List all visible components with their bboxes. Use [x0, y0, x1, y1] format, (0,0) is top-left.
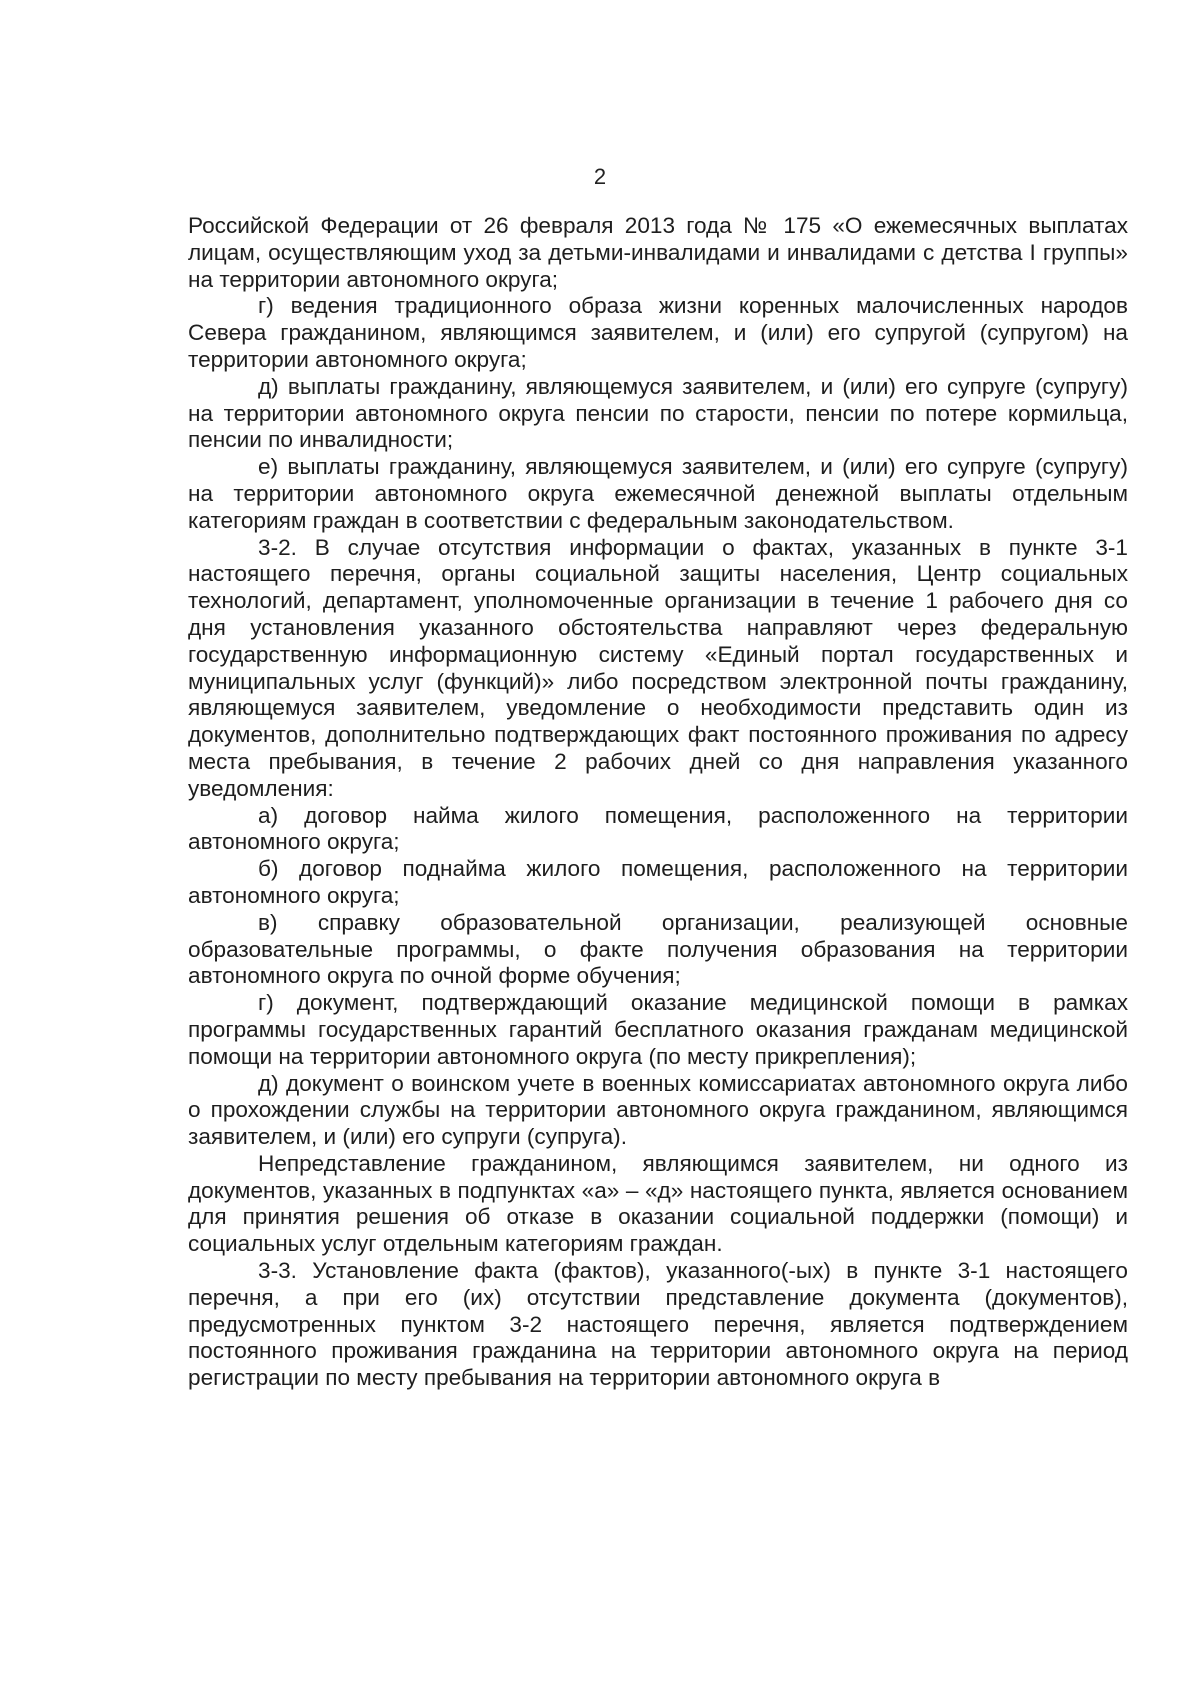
- paragraph-non-submission: Непредставление гражданином, являющимся заявителем, ни одного из документов, указанных в подпунктах «а» – «д» настоящего пункта, является основанием для принятия решения об отказе в оказании социальной поддержки (помощи) и социальных услуг отдельным категориям граждан.: [188, 1150, 1128, 1257]
- paragraph-clause-3-2: 3-2. В случае отсутствия информации о фактах, указанных в пункте 3-1 настоящего перечня, органы социальной защиты населения, Центр социальных технологий, департамент, уполномоченные организации в течение 1 рабочего дня со дня установления указанного обстоятельства направляют через федеральную государственную информационную систему «Единый портал государственных и муниципальных услуг (функций)» либо посредством электронной почты гражданину, являющемуся заявителем, уведомление о необходимости представить один из документов, дополнительно подтверждающих факт постоянного проживания по адресу места пребывания, в течение 2 рабочих дней со дня направления указанного уведомления:: [188, 534, 1128, 801]
- paragraph-subitem-d: д) документ о воинском учете в военных комиссариатах автономного округа либо о прохождении службы на территории автономного округа гражданином, являющимся заявителем, и (или) его супруги (супруга).: [188, 1070, 1128, 1150]
- paragraph-clause-3-3: 3-3. Установление факта (фактов), указанного(-ых) в пункте 3-1 настоящего перечня, а при его (их) отсутствии представление документа (документов), предусмотренных пунктом 3-2 настоящего перечня, является подтверждением постоянного проживания гражданина на территории автономного округа на период регистрации по месту пребывания на территории автономного округа в: [188, 1258, 1128, 1391]
- paragraph-item-e: е) выплаты гражданину, являющемуся заявителем, и (или) его супруге (супругу) на территории автономного округа ежемесячной денежной выплаты отдельным категориям граждан в соответствии с федеральным законодательством.: [188, 454, 1128, 533]
- paragraph-continuation: Российской Федерации от 26 февраля 2013 года № 175 «О ежемесячных выплатах лицам, осуществляющим уход за детьми-инвалидами и инвалидами с детства I группы» на территории автономного округа;: [188, 213, 1128, 292]
- page-number: 2: [593, 164, 607, 189]
- paragraph-subitem-a: а) договор найма жилого помещения, расположенного на территории автономного округа;: [188, 802, 1128, 855]
- paragraph-subitem-g: г) документ, подтверждающий оказание медицинской помощи в рамках программы государственных гарантий бесплатного оказания гражданам медицинской помощи на территории автономного округа (по месту прикрепления);: [188, 990, 1128, 1069]
- document-body: [188, 213, 1128, 1392]
- paragraph-item-g: г) ведения традиционного образа жизни коренных малочисленных народов Севера гражданином, являющимся заявителем, и (или) его супругой (супругом) на территории автономного округа;: [188, 293, 1128, 372]
- paragraph-subitem-v: в) справку образовательной организации, реализующей основные образовательные программы, о факте получения образования на территории автономного округа по очной форме обучения;: [188, 909, 1128, 989]
- paragraph-subitem-b: б) договор поднайма жилого помещения, расположенного на территории автономного округа;: [188, 856, 1128, 908]
- paragraph-item-d: д) выплаты гражданину, являющемуся заявителем, и (или) его супруге (супругу) на территории автономного округа пенсии по старости, пенсии по потере кормильца, пенсии по инвалидности;: [188, 373, 1128, 453]
